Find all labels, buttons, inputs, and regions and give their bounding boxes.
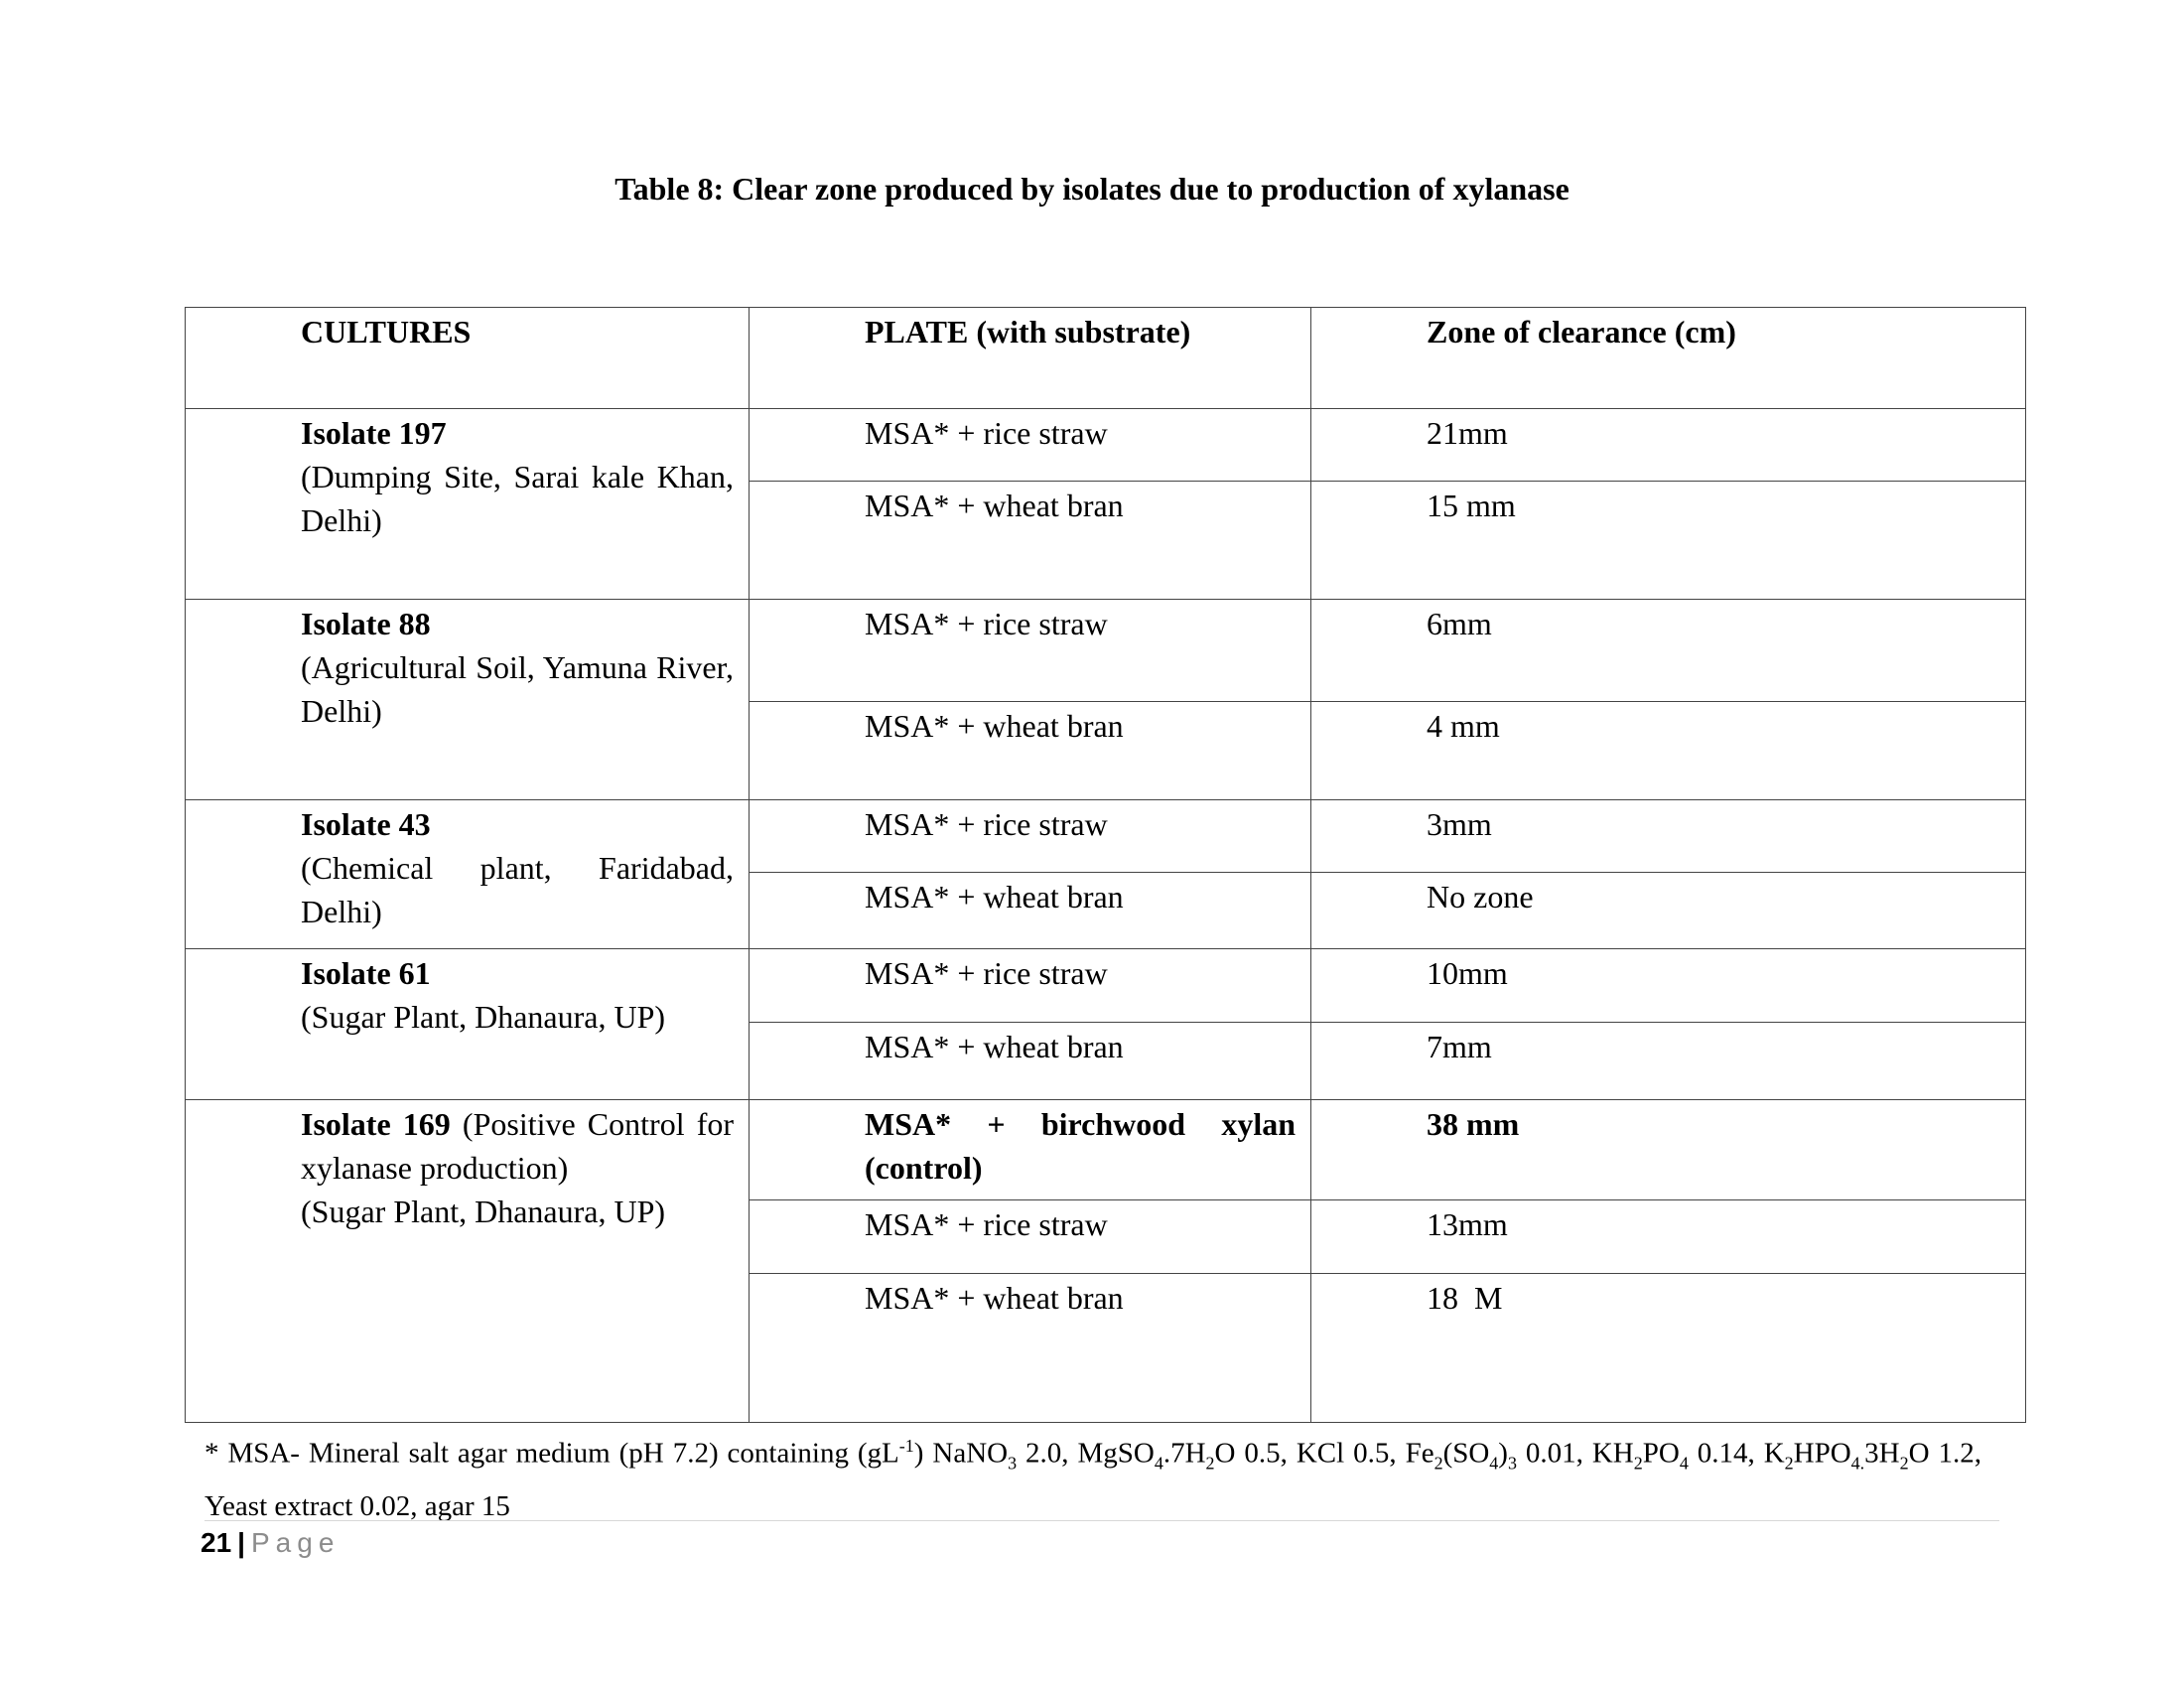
zone-cell: 10mm xyxy=(1311,949,2026,1023)
zone-cell: 15 mm xyxy=(1311,482,2026,600)
table-row xyxy=(186,409,2026,482)
page-number: 21 xyxy=(201,1527,232,1558)
plate-cell: MSA* + wheat bran xyxy=(750,1023,1311,1100)
zone-cell: No zone xyxy=(1311,873,2026,949)
plate-cell: MSA* + wheat bran xyxy=(750,873,1311,949)
header-cultures: CULTURES xyxy=(186,308,750,409)
table-row xyxy=(186,1100,2026,1200)
table-row xyxy=(186,949,2026,1023)
footnote: * MSA- Mineral salt agar medium (pH 7.2) containing $(gL^{-1})$ NaNO$_3$ 2.0, $MgSO_4.7H_2O$ 0.5, KCl 0.5, $Fe_2(SO_4)_3$ 0.01, $KH_2PO_4$ 0.14, $K_2HPO_{4.}3H_2O$ 1.2, Yeast extract 0.02, agar 15 xyxy=(205,1436,1981,1523)
plate-cell: MSA* + birchwood xylan (control) xyxy=(750,1100,1311,1200)
plate-cell: MSA* + rice straw xyxy=(750,800,1311,873)
isolate-name: Isolate 43 xyxy=(301,806,431,842)
plate-cell: MSA* + wheat bran xyxy=(750,1274,1311,1423)
plate-cell: MSA* + rice straw xyxy=(750,1200,1311,1274)
header-plate: PLATE (with substrate) xyxy=(750,308,1311,409)
culture-cell xyxy=(186,949,750,1100)
zone-cell: 4 mm xyxy=(1311,702,2026,800)
page-footer xyxy=(201,1527,340,1559)
isolate-name: Isolate 169 xyxy=(301,1106,451,1142)
page-label: Page xyxy=(251,1527,341,1558)
footer-divider xyxy=(205,1520,1999,1521)
table-row xyxy=(186,600,2026,702)
isolate-source: (Sugar Plant, Dhanaura, UP) xyxy=(301,1194,666,1229)
zone-cell: 18 M xyxy=(1311,1274,2026,1423)
zone-cell: 13mm xyxy=(1311,1200,2026,1274)
isolate-name: Isolate 197 xyxy=(301,415,447,451)
isolate-source: (Sugar Plant, Dhanaura, UP) xyxy=(301,999,666,1035)
isolate-name: Isolate 88 xyxy=(301,606,431,641)
table-title: Table 8: Clear zone produced by isolates due to production of xylanase xyxy=(614,171,1570,207)
zone-cell: 7mm xyxy=(1311,1023,2026,1100)
page-separator: | xyxy=(237,1527,245,1558)
culture-cell xyxy=(186,800,750,949)
culture-cell xyxy=(186,1100,750,1423)
table-row xyxy=(186,800,2026,873)
plate-cell: MSA* + rice straw xyxy=(750,949,1311,1023)
isolate-name: Isolate 61 xyxy=(301,955,431,991)
plate-cell: MSA* + wheat bran xyxy=(750,482,1311,600)
plate-cell: MSA* + rice straw xyxy=(750,600,1311,702)
plate-cell: MSA* + wheat bran xyxy=(750,702,1311,800)
isolate-note: (Positive Control for xylanase production) xyxy=(301,1106,735,1186)
zone-cell: 6mm xyxy=(1311,600,2026,702)
zone-cell: 21mm xyxy=(1311,409,2026,482)
zone-cell: 38 mm xyxy=(1311,1100,2026,1200)
isolate-source: (Dumping Site, Sarai kale Khan, Delhi) xyxy=(301,459,734,538)
zone-cell: 3mm xyxy=(1311,800,2026,873)
culture-cell xyxy=(186,409,750,600)
table-header-row xyxy=(186,308,2026,409)
isolate-source: (Chemical plant, Faridabad, Delhi) xyxy=(301,850,734,929)
isolate-source: (Agricultural Soil, Yamuna River, Delhi) xyxy=(301,649,734,729)
data-table xyxy=(185,307,2026,1423)
plate-cell: MSA* + rice straw xyxy=(750,409,1311,482)
culture-cell xyxy=(186,600,750,800)
header-zone: Zone of clearance (cm) xyxy=(1311,308,2026,409)
